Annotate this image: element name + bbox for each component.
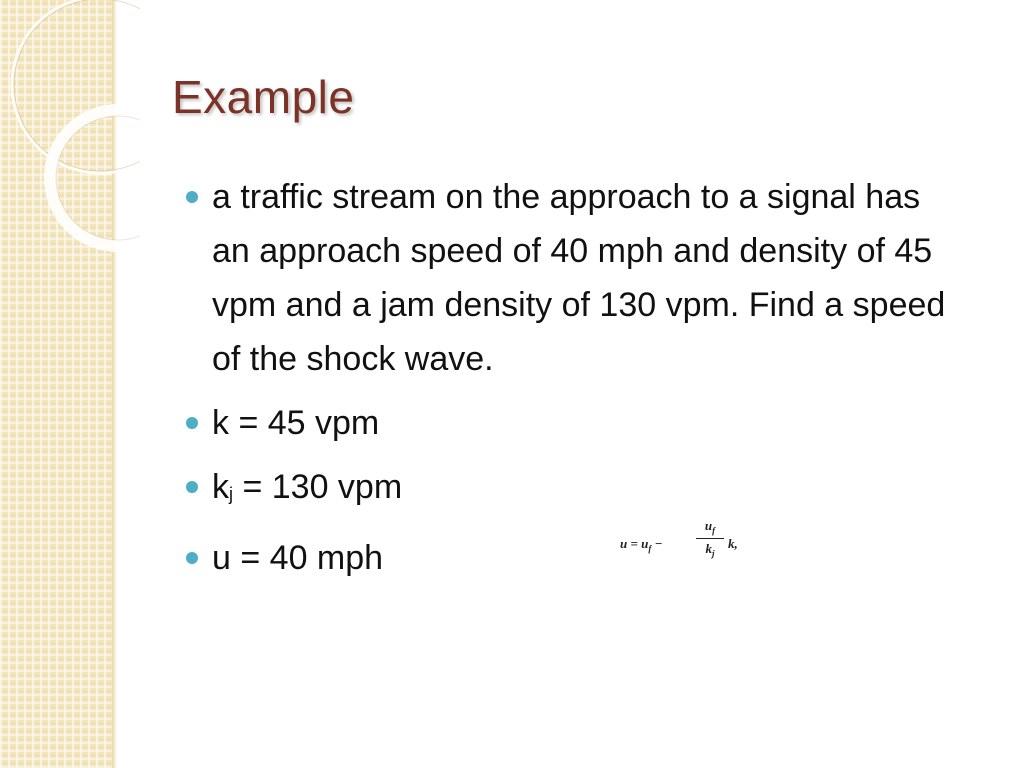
formula-tail: k, [728,536,738,551]
formula-numerator-sub: f [712,525,716,536]
ring-large-shadow [14,0,140,171]
bullet-text: u = 40 mph [212,539,384,577]
formula-denominator-text: k [705,540,712,556]
bullet-problem-statement [186,170,952,386]
bullet-text: k = 45 vpm [212,404,380,442]
greenshields-formula [620,518,760,574]
formula-denominator-sub: j [711,548,715,559]
decorative-rings [0,0,140,260]
bullet-dot-icon [186,481,198,493]
bullet-text: a traffic stream on the approach to a signal has an approach speed of 40 mph and density of 45 vpm and a jam density of 130 vpm. Find a speed of the shock wave. [212,178,946,378]
bullet-jam-density [186,460,966,521]
formula-numerator-text: u [704,518,713,533]
slide-content [186,170,966,595]
slide-title: Example [172,71,355,123]
formula-numerator [696,518,724,536]
formula-lhs [620,536,663,554]
formula-denominator [696,541,724,559]
bullet-density [186,396,966,450]
formula-lhs-text: u = u [620,536,649,551]
bullet-text-prefix: k [212,468,229,506]
bullet-text-subscript: j [229,484,233,504]
bullet-text-suffix: = 130 vpm [233,468,403,506]
bullet-dot-icon [186,552,198,564]
bullet-dot-icon [186,417,198,429]
ring-large [12,0,140,173]
bullet-speed [186,531,966,585]
bullet-dot-icon [186,191,198,203]
bullet-list [186,170,966,585]
formula-fraction [696,518,724,558]
formula-fraction-bar [696,538,724,539]
formula-minus: − [651,536,663,551]
formula-lhs-sub: f [648,543,652,554]
ring-small [50,110,140,246]
